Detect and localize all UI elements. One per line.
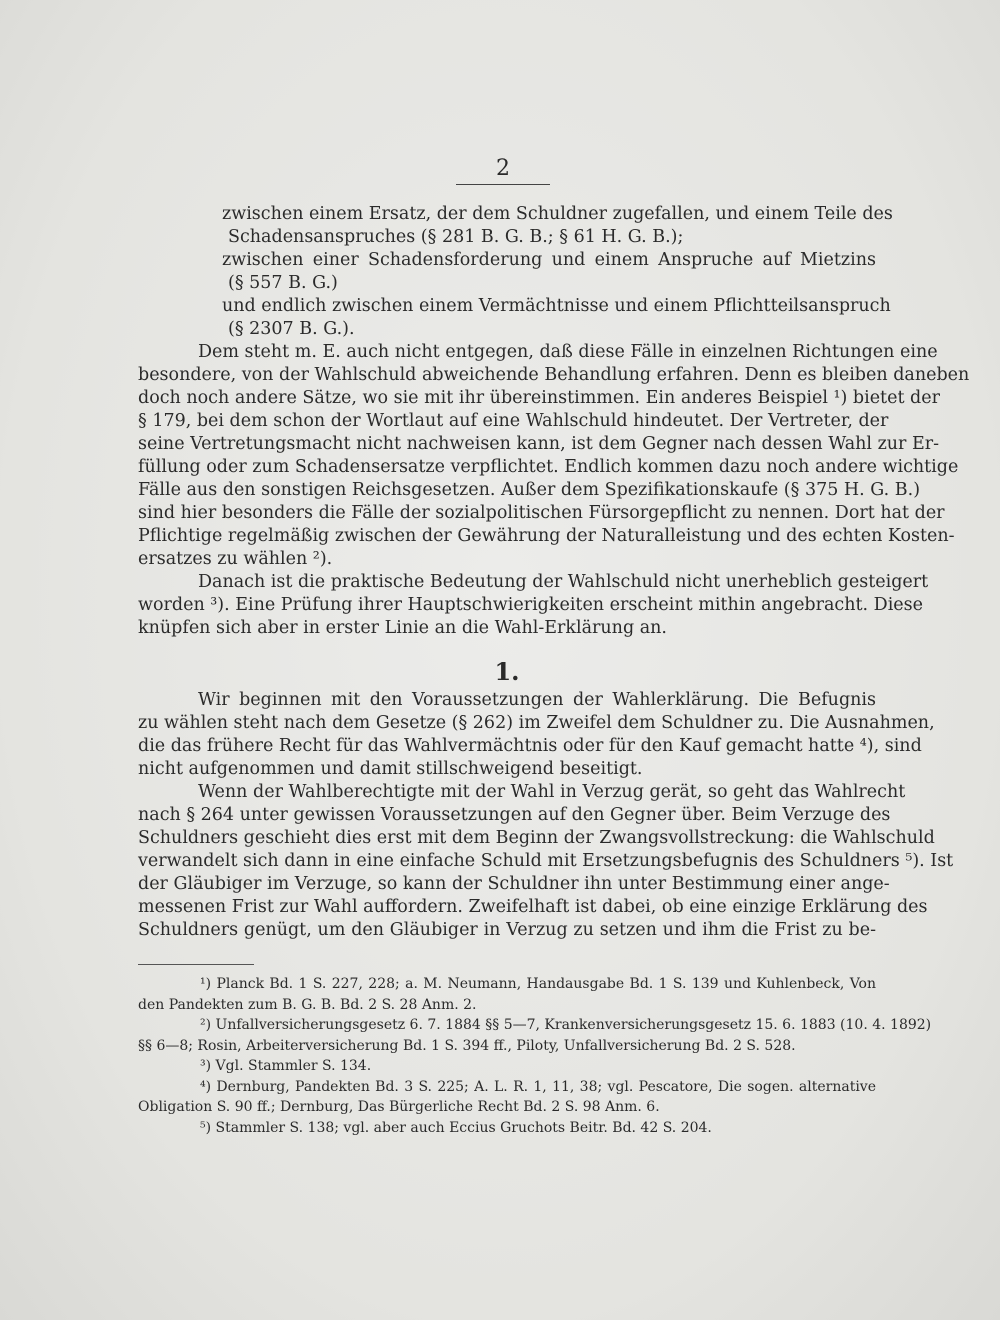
paragraph-line: nach § 264 unter gewissen Voraussetzungen auf den Gegner über. Beim Verzuge des [138,805,891,825]
paragraph-line: Danach ist die praktische Bedeutung der Wahlschuld nicht unerheblich gesteigert [198,572,929,592]
page-header [456,156,550,185]
page-number: 2 [496,156,510,181]
paragraph-line: verwandelt sich dann in eine einfache Schuld mit Ersetzungsbefugnis des Schuldners ⁵). Ist [138,851,954,871]
footnote-rule [138,964,254,965]
paragraph-line: Fälle aus den sonstigen Reichsgesetzen. Außer dem Spezifikationskaufe (§ 375 H. G. B.) [138,480,921,500]
paragraph-line: füllung oder zum Schadensersatze verpflichtet. Endlich kommen dazu noch andere wichtige [138,457,959,477]
list-item-line: zwischen einer Schadensforderung und einem Anspruche auf Mietzins [222,250,876,270]
paragraph-line: die das frühere Recht für das Wahlvermächtnis oder für den Kauf gemacht hatte ⁴), sind [138,736,922,756]
paragraph-line: worden ³). Eine Prüfung ihrer Hauptschwierigkeiten erscheint mithin angebracht. Diese [138,595,923,615]
paragraph-line: Pflichtige regelmäßig zwischen der Gewährung der Naturalleistung und des echten Kosten- [138,526,955,546]
paragraph-line: Wenn der Wahlberechtigte mit der Wahl in Verzug gerät, so geht das Wahlrecht [198,782,906,802]
paragraph-line: Schuldners geschieht dies erst mit dem Beginn der Zwangsvollstreckung: die Wahlschuld [138,828,935,848]
paragraph-line: Dem steht m. E. auch nicht entgegen, daß diese Fälle in einzelnen Richtungen eine [198,342,938,362]
list-item-line: zwischen einem Ersatz, der dem Schuldner zugefallen, und einem Teile des [222,204,893,224]
header-rule [456,184,550,185]
paragraph-line: besondere, von der Wahlschuld abweichende Behandlung erfahren. Denn es bleiben daneben [138,365,970,385]
list-item-line: Schadensanspruches (§ 281 B. G. B.; § 61 H. G. B.); [228,227,684,247]
paragraph-line: nicht aufgenommen und damit stillschweigend beseitigt. [138,759,643,779]
body-text-lower [138,689,954,942]
paragraph-line: seine Vertretungsmacht nicht nachweisen kann, ist dem Gegner nach dessen Wahl zur Er- [138,434,940,454]
paragraph-line: der Gläubiger im Verzuge, so kann der Schuldner ihn unter Bestimmung einer ange- [138,874,890,894]
paragraph-line: zu wählen steht nach dem Gesetze (§ 262) im Zweifel dem Schuldner zu. Die Ausnahmen, [138,713,935,733]
footnote-line: ²) Unfallversicherungsgesetz 6. 7. 1884 §§ 5—7, Krankenversicherungsgesetz 15. 6. 1883 (10. 4. 1892) [200,1017,932,1033]
paragraph-line: § 179, bei dem schon der Wortlaut auf eine Wahlschuld hindeutet. Der Vertreter, der [138,411,889,431]
paragraph-line: knüpfen sich aber in erster Linie an die Wahl-Erklärung an. [138,618,667,638]
footnote-line: Obligation S. 90 ff.; Dernburg, Das Bürgerliche Recht Bd. 2 S. 98 Anm. 6. [138,1099,660,1115]
paragraph-line: Wir beginnen mit den Voraussetzungen der Wahlerklärung. Die Befugnis [198,690,876,710]
paragraph-line: messenen Frist zur Wahl auffordern. Zweifelhaft ist dabei, ob eine einzige Erklärung des [138,897,928,917]
footnotes [138,974,932,1138]
body-text-upper [138,203,970,686]
footnote-line: ³) Vgl. Stammler S. 134. [200,1058,372,1074]
footnote-line: ⁵) Stammler S. 138; vgl. aber auch Eccius Gruchots Beitr. Bd. 42 S. 204. [200,1119,712,1136]
footnote-line: ¹) Planck Bd. 1 S. 227, 228; a. M. Neumann, Handausgabe Bd. 1 S. 139 und Kuhlenbeck, Von [200,976,876,992]
list-item-line: und endlich zwischen einem Vermächtnisse und einem Pflichtteilsanspruch [222,296,891,316]
list-item-line: (§ 2307 B. G.). [228,319,355,339]
paragraph-line: doch noch andere Sätze, wo sie mit ihr übereinstimmen. Ein anderes Beispiel ¹) bietet der [138,388,940,408]
footnote-line: §§ 6—8; Rosin, Arbeiterversicherung Bd. 1 S. 394 ff., Piloty, Unfallversicherung Bd. 2 S. 528. [138,1037,796,1054]
paragraph-line: ersatzes zu wählen ²). [138,549,333,569]
footnote-line: den Pandekten zum B. G. B. Bd. 2 S. 28 Anm. 2. [138,996,477,1013]
list-item-line: (§ 557 B. G.) [228,273,338,293]
section-number: 1. [494,657,520,686]
paragraph-line: Schuldners genügt, um den Gläubiger in Verzug zu setzen und ihm die Frist zu be- [138,920,876,940]
paragraph-line: sind hier besonders die Fälle der sozialpolitischen Fürsorgepflicht zu nennen. Dort hat der [138,503,945,523]
footnote-line: ⁴) Dernburg, Pandekten Bd. 3 S. 225; A. L. R. 1, 11, 38; vgl. Pescatore, Die sogen. alternative [200,1078,876,1095]
